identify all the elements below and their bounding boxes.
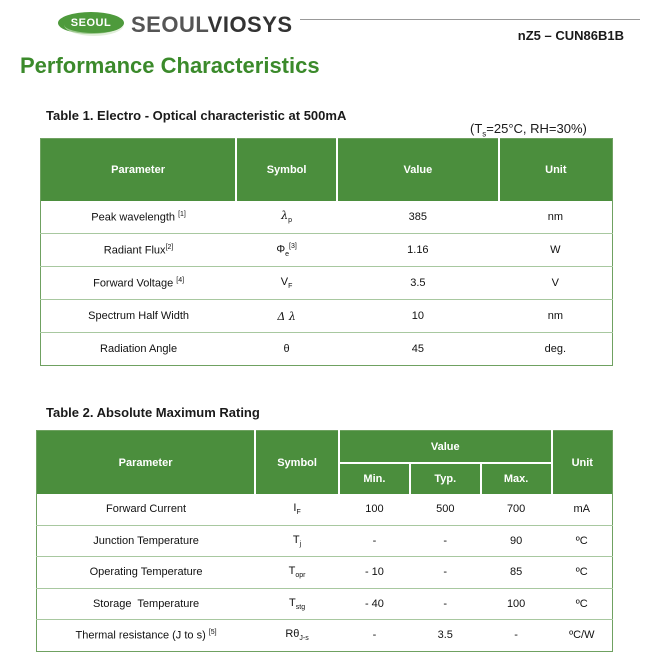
- param-cell: [41, 267, 237, 300]
- param-name: Forward Voltage: [93, 277, 177, 290]
- symbol: λ: [281, 209, 289, 223]
- table2-title: Table 2. Absolute Maximum Rating: [46, 405, 260, 420]
- header-value: Value: [339, 431, 552, 464]
- symbol-cell: θ: [236, 333, 337, 366]
- table-row: [41, 201, 613, 234]
- symbol: Φ: [276, 243, 286, 256]
- symbol-cell: [236, 300, 337, 333]
- seoul-viosys-logo: [58, 10, 293, 38]
- header-parameter: Parameter: [37, 431, 256, 495]
- typ-cell: 3.5: [410, 620, 481, 652]
- min-cell: - 10: [339, 557, 410, 589]
- cond-sub: s: [482, 129, 487, 139]
- min-cell: 100: [365, 503, 384, 516]
- header-divider: [300, 19, 640, 20]
- unit-cell: ºC: [552, 525, 613, 557]
- unit-cell: deg.: [499, 333, 613, 366]
- unit-cell: nm: [499, 300, 613, 333]
- min-cell: - 40: [339, 588, 410, 620]
- symbol: V: [280, 275, 289, 288]
- unit-cell: V: [499, 267, 613, 300]
- typ-cell: -: [410, 557, 481, 589]
- table-row: [37, 494, 613, 525]
- value-cell: 1.16: [337, 234, 499, 267]
- param-cell: Junction Temperature: [37, 525, 256, 557]
- symbol-sub: j: [299, 540, 302, 548]
- symbol-sub: F: [288, 283, 293, 291]
- symbol-cell: [255, 494, 339, 525]
- value-cell: 10: [337, 300, 499, 333]
- electro-optical-table: [40, 138, 613, 366]
- footnote-ref: [2]: [165, 243, 174, 251]
- logo-word-viosys: VIOSYS: [207, 12, 293, 37]
- model-number: nZ5 – CUN86B1B: [517, 28, 624, 43]
- symbol-cell: [255, 557, 339, 589]
- symbol-cell: [236, 234, 337, 267]
- param-cell: Spectrum Half Width: [41, 300, 237, 333]
- footnote-ref: [4]: [176, 276, 185, 284]
- unit-cell: ºC/W: [552, 620, 613, 652]
- logo-badge: SEOUL: [58, 12, 124, 34]
- param-cell: Forward Current: [106, 503, 187, 516]
- param-name: Radiant Flux: [103, 244, 166, 257]
- min-cell: -: [339, 620, 410, 652]
- symbol-cell: [236, 267, 337, 300]
- document-header: [0, 0, 646, 50]
- symbol: T: [292, 533, 300, 546]
- symbol-sub: p: [288, 217, 293, 225]
- symbol: Rθ: [285, 628, 300, 641]
- symbol-sub: J-s: [299, 635, 309, 643]
- max-cell: 700: [506, 503, 526, 516]
- logo-word-seoul: SEOUL: [131, 12, 208, 37]
- typ-cell: -: [410, 525, 481, 557]
- min-cell: -: [339, 525, 410, 557]
- header-typ: Typ.: [410, 463, 481, 494]
- symbol-cell: [255, 525, 339, 557]
- page-title: Performance Characteristics: [20, 53, 320, 78]
- symbol: I: [293, 502, 297, 515]
- table-row: [37, 588, 613, 620]
- table1-title: Table 1. Electro - Optical characteristic at 500mA: [46, 108, 347, 123]
- table-row: [41, 234, 613, 267]
- symbol-cell: [255, 588, 339, 620]
- value-cell: 385: [408, 211, 428, 223]
- header-symbol: Symbol: [236, 139, 337, 202]
- symbol-cell: [236, 201, 337, 234]
- symbol: T: [289, 596, 296, 609]
- symbol-sub: F: [296, 509, 301, 517]
- header-unit: Unit: [552, 431, 613, 495]
- logo-wordmark: [131, 12, 293, 38]
- footnote-ref: [1]: [178, 210, 186, 218]
- cond-post: =25°C, RH=30%): [486, 121, 587, 136]
- table-row: [41, 267, 613, 300]
- header-parameter: Parameter: [41, 139, 237, 202]
- header-min: Min.: [339, 463, 410, 494]
- symbol-sub: stg: [295, 603, 306, 611]
- table-header-row: [37, 431, 613, 464]
- footnote-ref: [5]: [208, 628, 217, 636]
- typ-cell: 500: [436, 503, 455, 516]
- header-value: Value: [337, 139, 499, 202]
- max-cell: -: [481, 620, 552, 652]
- absolute-maximum-rating-table: [36, 430, 613, 652]
- param-name: Peak wavelength: [91, 211, 179, 224]
- cond-pre: (T: [470, 121, 483, 136]
- symbol: T: [288, 565, 296, 578]
- unit-cell: mA: [573, 503, 591, 516]
- symbol: Δ λ: [277, 309, 296, 323]
- unit-cell: W: [499, 234, 613, 267]
- table-row: [41, 333, 613, 366]
- header-max: Max.: [481, 463, 552, 494]
- param-cell: [41, 201, 237, 234]
- footnote-ref: [3]: [289, 242, 297, 250]
- unit-cell: nm: [547, 211, 563, 223]
- max-cell: 100: [481, 588, 552, 620]
- table1-condition: [470, 121, 587, 139]
- max-cell: 85: [481, 557, 552, 589]
- param-cell: [37, 620, 256, 652]
- param-cell: Operating Temperature: [37, 557, 256, 589]
- header-unit: Unit: [499, 139, 613, 202]
- unit-cell: ºC: [552, 557, 613, 589]
- table-row: [37, 557, 613, 589]
- header-symbol: Symbol: [255, 431, 339, 495]
- param-cell: Radiation Angle: [41, 333, 237, 366]
- value-cell: 3.5: [337, 267, 499, 300]
- unit-cell: ºC: [552, 588, 613, 620]
- param-name: Thermal resistance (J to s): [75, 629, 209, 642]
- logo-swoosh-icon: [64, 13, 124, 36]
- table-row: [37, 525, 613, 557]
- value-cell: 45: [337, 333, 499, 366]
- table-row: [41, 300, 613, 333]
- table-row: [37, 620, 613, 652]
- param-cell: [41, 234, 237, 267]
- max-cell: 90: [481, 525, 552, 557]
- symbol-sub: e: [285, 250, 290, 258]
- table-header-row: [41, 139, 613, 202]
- param-cell: Storage Temperature: [37, 588, 256, 620]
- typ-cell: -: [410, 588, 481, 620]
- symbol-sub: opr: [295, 572, 306, 580]
- symbol-cell: [255, 620, 339, 652]
